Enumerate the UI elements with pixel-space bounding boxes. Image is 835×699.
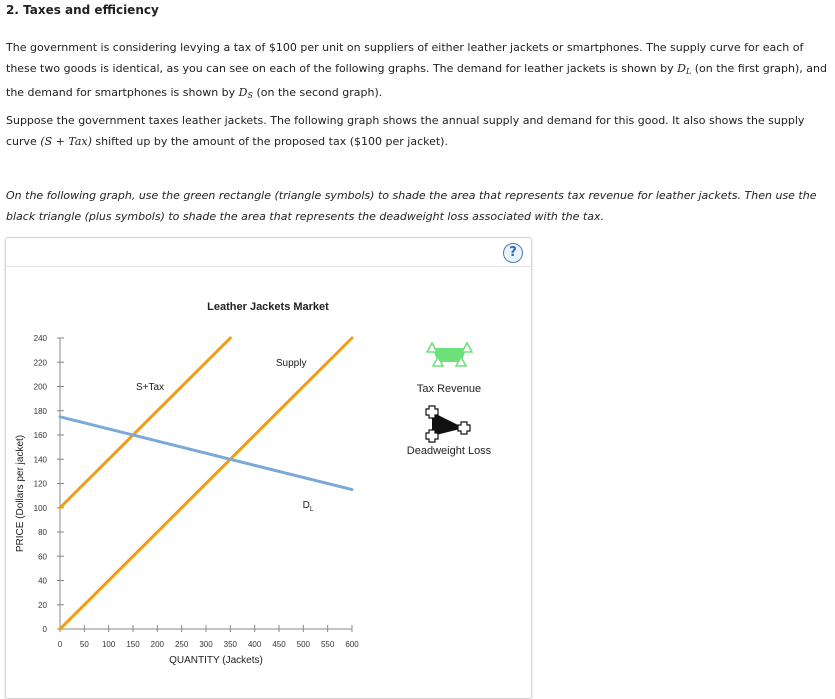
y-tick-label: 240	[33, 334, 47, 343]
y-tick-label: 0	[42, 625, 47, 634]
instructions-paragraph: On the following graph, use the green rectangle (triangle symbols) to shade the area that represents tax revenue for leather jackets. Then use the black triangle (plus symbols) to shade the area that represents the deadweight loss associated with the tax.	[6, 189, 817, 223]
y-tick-label: 160	[33, 431, 47, 440]
x-tick-label: 100	[101, 640, 116, 649]
y-axis-label: PRICE (Dollars per jacket)	[15, 434, 26, 553]
x-tick-label: 150	[126, 640, 140, 649]
demand-smartphone-symbol: $D_S$	[238, 86, 253, 100]
y-tick-label: 40	[38, 576, 47, 586]
chart-title: Leather Jackets Market	[207, 301, 329, 313]
x-tick-label: 400	[247, 640, 262, 649]
series-label-supply: Supply	[275, 357, 307, 369]
scenario-text-2: shifted up by the amount of the proposed tax ($100 per jacket).	[91, 135, 448, 148]
x-tick-label: 250	[174, 640, 189, 649]
x-tick-label: 300	[199, 640, 213, 649]
y-tick-label: 20	[38, 600, 47, 610]
intro-text-2: (on the first graph), and the demand for smartphones is shown by	[6, 62, 827, 99]
series-label-subscript: L	[309, 505, 314, 513]
x-tick-label: 450	[272, 640, 286, 649]
x-tick-label: 350	[223, 640, 238, 649]
x-axis-label: QUANTITY (Jackets)	[169, 655, 263, 666]
scenario-text-1: Suppose the government taxes leather jackets. The following graph shows the annual supply and demand for this good. It also shows the supply curve	[6, 114, 805, 148]
help-icon[interactable]: ?	[503, 243, 523, 263]
x-tick-label: 200	[150, 640, 165, 649]
tax-revenue-tool[interactable]	[417, 343, 481, 395]
series-line-supply[interactable]	[60, 338, 352, 629]
y-tick-label: 100	[33, 503, 47, 513]
y-tick-label: 140	[33, 455, 47, 465]
tax-revenue-label: Tax Revenue	[416, 383, 482, 395]
series-line-demand[interactable]	[60, 417, 352, 490]
series-label-demand: $D_L$	[302, 499, 314, 513]
y-tick-label: 180	[33, 406, 47, 416]
x-tick-label: 0	[57, 640, 63, 649]
y-tick-label: 120	[33, 479, 47, 489]
series-label-s-tax: S+Tax	[135, 382, 165, 394]
deadweight-loss-tool[interactable]	[407, 406, 492, 457]
y-tick-label: 80	[38, 528, 47, 537]
section-title: 2. Taxes and efficiency	[6, 3, 159, 17]
drawing-tools-palette	[407, 343, 492, 457]
demand-leather-symbol: $D_L$	[677, 62, 692, 76]
y-tick-label: 60	[38, 552, 47, 562]
intro-text-3: (on the second graph).	[252, 86, 383, 99]
intro-text-1: The government is considering levying a tax of $100 per unit on suppliers of either leather jackets or smartphones. The supply curve for each of these two goods is identical, as you can see on each of the following graphs. The demand for leather jackets is shown by	[6, 41, 804, 75]
y-tick-label: 220	[33, 358, 47, 368]
x-tick-label: 600	[345, 640, 359, 649]
deadweight-loss-label: Deadweight Loss	[406, 445, 492, 457]
x-tick-label: 50	[79, 640, 89, 649]
y-tick-label: 200	[33, 382, 47, 392]
x-tick-label: 500	[296, 640, 311, 649]
x-tick-label: 550	[320, 640, 335, 649]
supply-tax-symbol: (S + Tax)	[40, 135, 92, 148]
